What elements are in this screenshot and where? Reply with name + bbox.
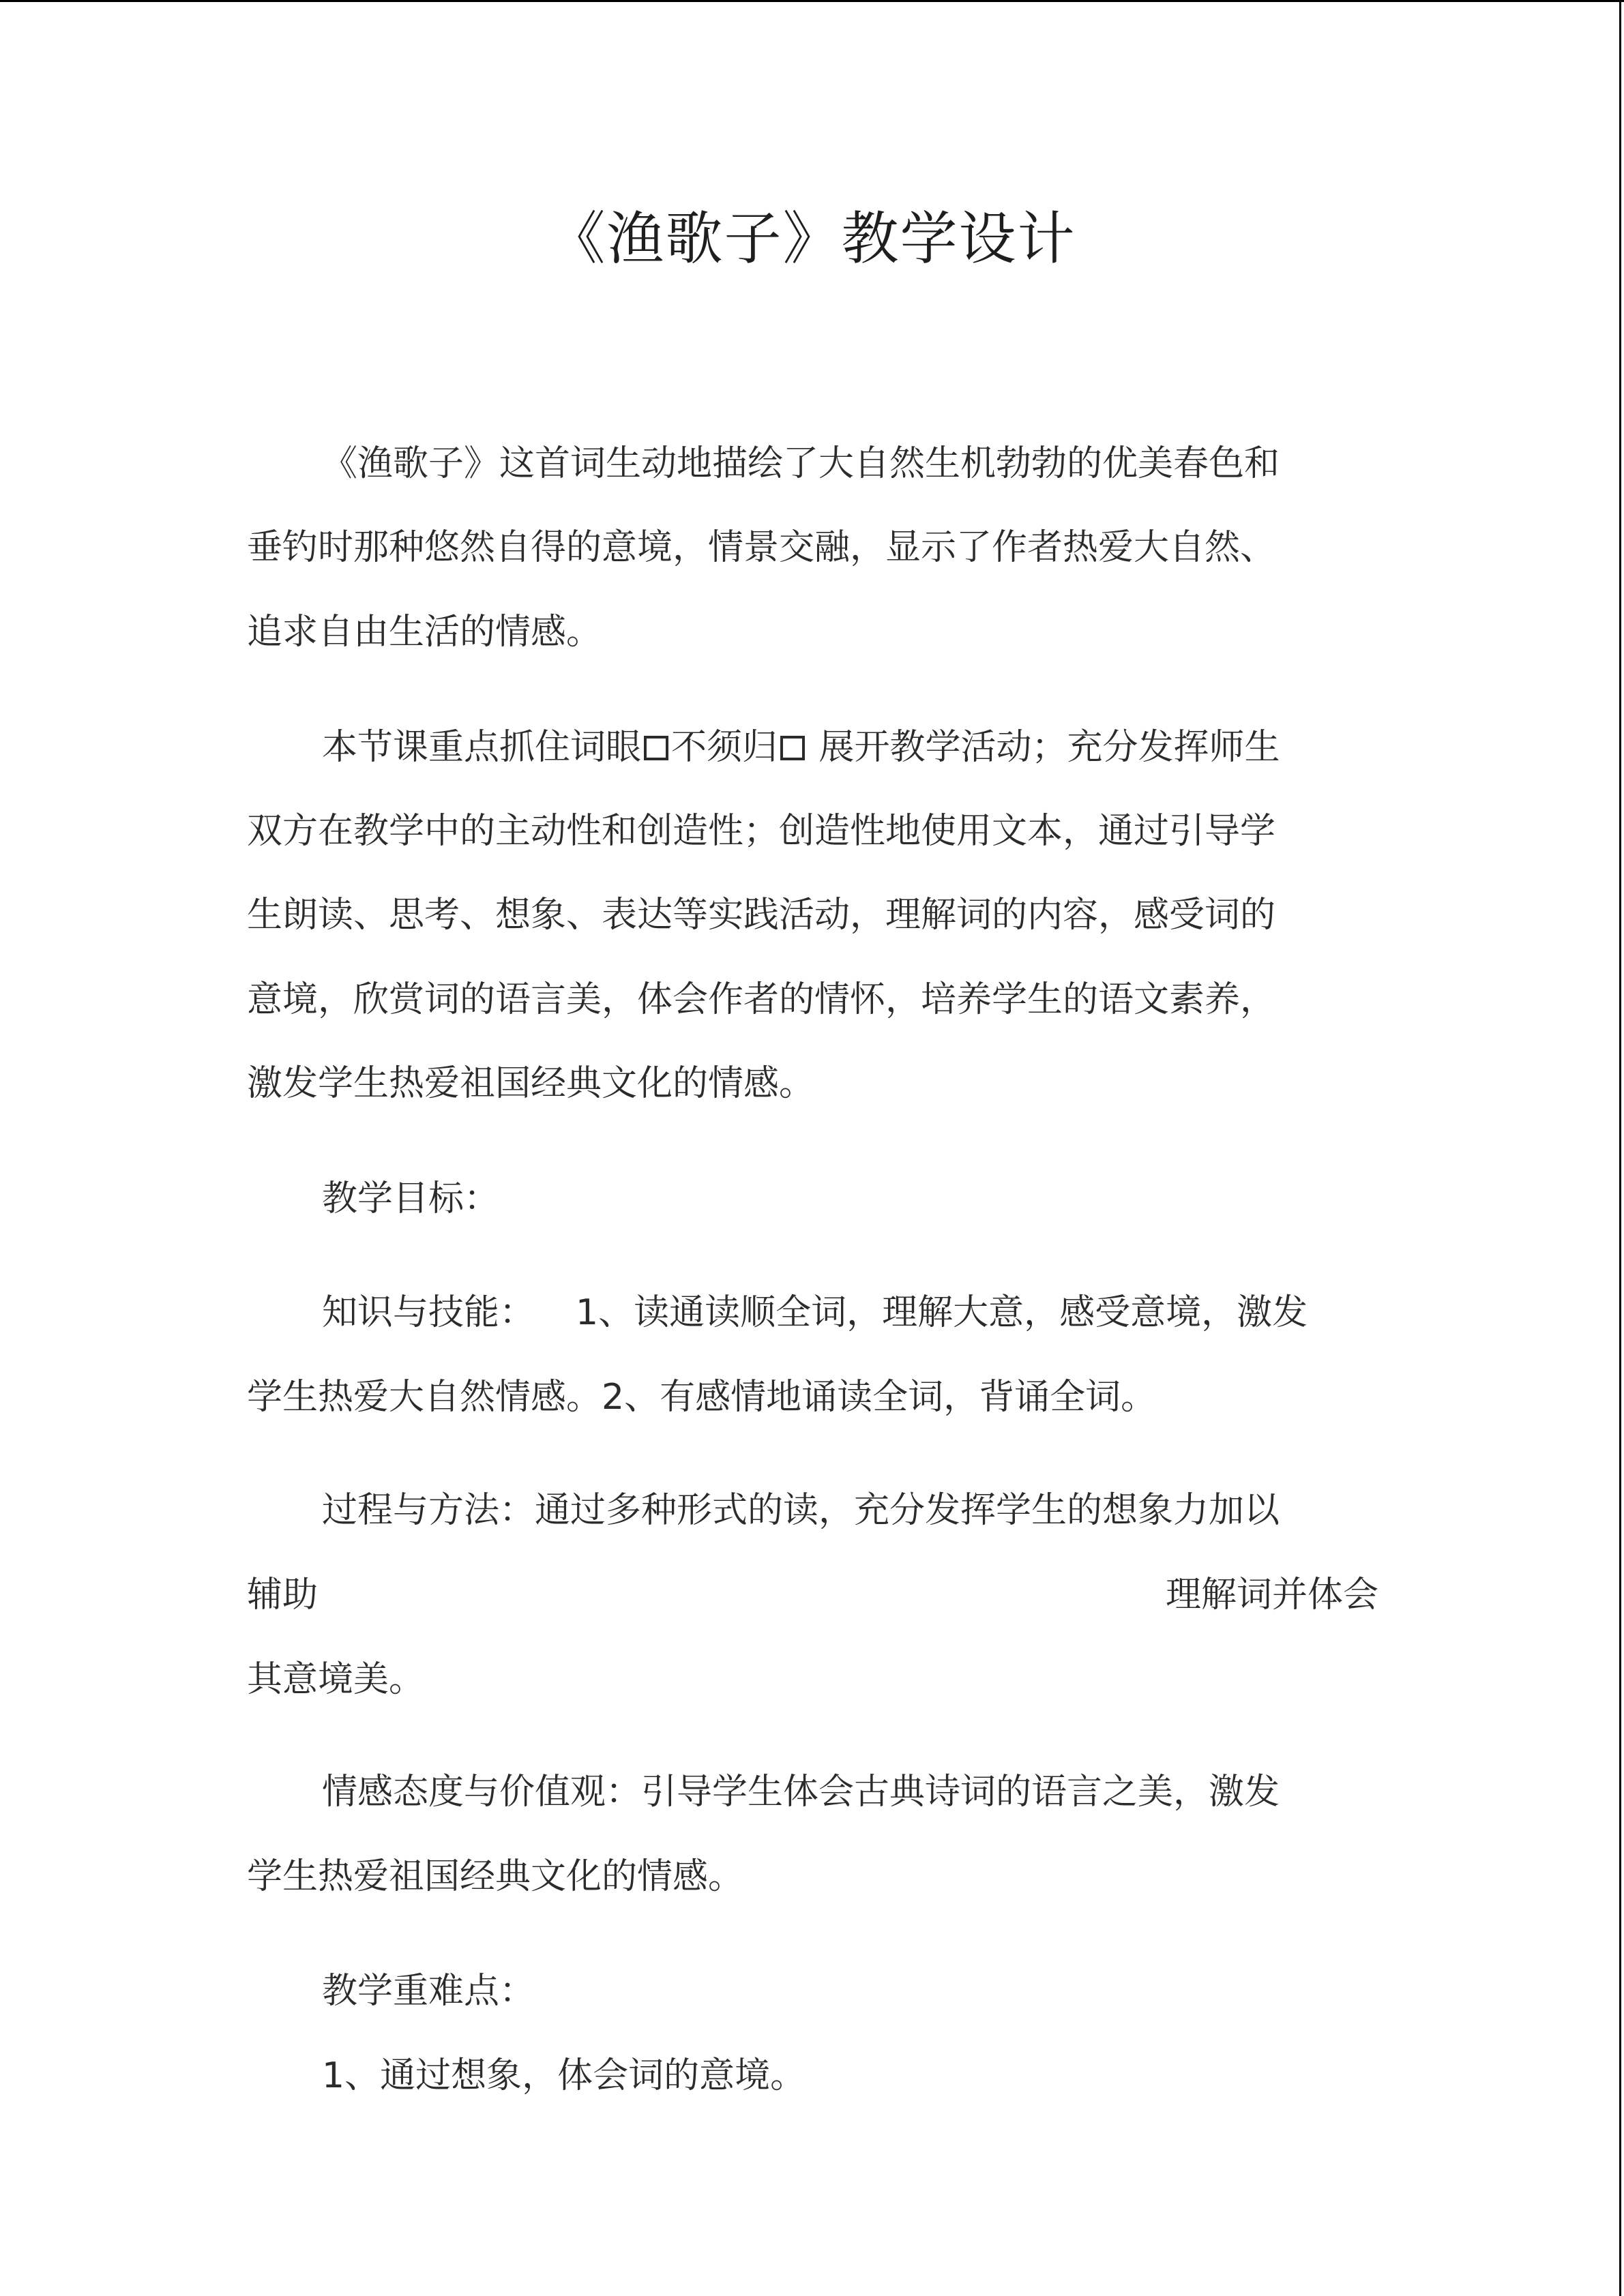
- process-line-2-right: 理解词并体会: [1165, 1575, 1378, 1615]
- knowledge-line-1: [322, 1289, 1308, 1337]
- focus-line-1: [322, 724, 1280, 771]
- focus-text-c: 展开教学活动；充分发挥师生: [808, 727, 1280, 768]
- focus-line-4: 意境，欣赏词的语言美，体会作者的情怀，培养学生的语文素养，: [247, 979, 1276, 1020]
- focus-line-3: 生朗读、思考、想象、表达等实践活动，理解词的内容，感受词的: [247, 895, 1276, 936]
- page-right-border: [1619, 0, 1621, 2296]
- knowledge-item-1: 1、读通读顺全词，理解大意，感受意境，激发: [576, 1292, 1308, 1333]
- focus-keyword: 不须归: [671, 727, 778, 768]
- emotion-line-2: 学生热爱祖国经典文化的情感。: [247, 1856, 744, 1897]
- page-top-border: [0, 0, 1624, 2]
- focus-text-a: 本节课重点抓住词眼: [322, 727, 642, 768]
- intro-line-1: 《渔歌子》这首词生动地描绘了大自然生机勃勃的优美春色和: [322, 443, 1280, 484]
- emotion-line-1: 情感态度与价值观：引导学生体会古典诗词的语言之美，激发: [322, 1772, 1280, 1813]
- missing-glyph-box-close: [780, 736, 805, 760]
- difficulty-item-1: 1、通过想象，体会词的意境。: [322, 2055, 806, 2096]
- process-line-3: 其意境美。: [247, 1659, 425, 1700]
- intro-line-2: 垂钓时那种悠然自得的意境，情景交融，显示了作者热爱大自然、: [247, 527, 1276, 568]
- intro-line-3: 追求自由生活的情感。: [247, 612, 602, 653]
- focus-line-2: 双方在教学中的主动性和创造性；创造性地使用文本，通过引导学: [247, 811, 1276, 852]
- difficulty-heading: 教学重难点：: [322, 1971, 535, 2012]
- missing-glyph-box-open: [644, 736, 668, 760]
- process-line-1: 过程与方法：通过多种形式的读，充分发挥学生的想象力加以: [322, 1490, 1280, 1531]
- focus-line-5: 激发学生热爱祖国经典文化的情感。: [247, 1063, 815, 1104]
- knowledge-line-2: 学生热爱大自然情感。2、有感情地诵读全词，背诵全词。: [247, 1377, 1157, 1418]
- process-line-2-left: 辅助: [247, 1575, 319, 1615]
- objectives-heading: 教学目标：: [322, 1178, 500, 1219]
- document-title: 《渔歌子》教学设计: [548, 205, 1076, 272]
- knowledge-label: 知识与技能：: [322, 1292, 535, 1333]
